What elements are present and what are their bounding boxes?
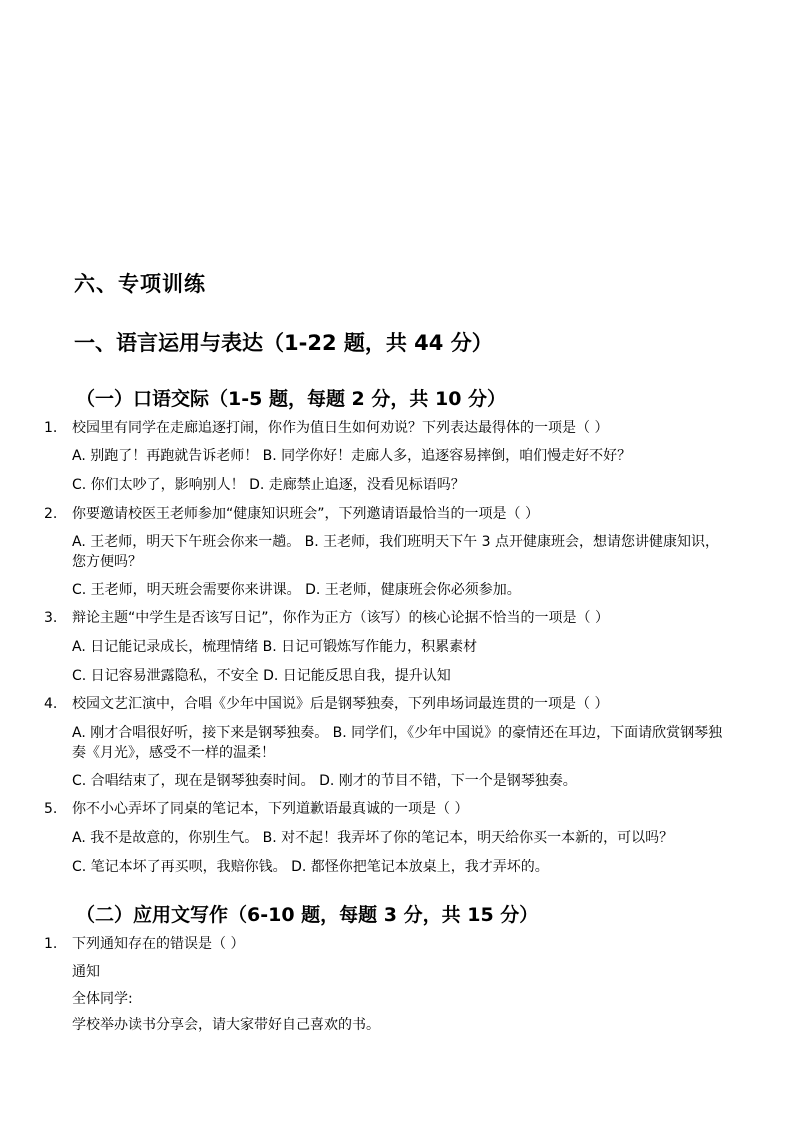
question-4: [44, 694, 744, 714]
question-2-options-ab: A. 王老师，明天下午班会你来一趟。 B. 王老师，我们班明天下午 3 点开健康班会，想请您讲健康知识，您方便吗？: [72, 534, 719, 570]
part-title: 一、语言运用与表达（1-22 题，共 44 分）: [74, 331, 493, 355]
question-5-options-cd: C. 笔记本坏了再买呗，我赔你钱。 D. 都怪你把笔记本放桌上，我才弄坏的。: [72, 859, 549, 875]
question-number: 3.: [44, 610, 58, 626]
question-5-options-ab: A. 我不是故意的，你别生气。 B. 对不起！我弄坏了你的笔记本，明天给你买一本新的，可以吗？: [72, 830, 674, 846]
question-stem: 校园文艺汇演中，合唱《少年中国说》后是钢琴独奏，下列串场词最连贯的一项是（ ）: [72, 696, 609, 712]
subsection-title-oral: （一）口语交际（1-5 题，每题 2 分，共 10 分）: [76, 388, 507, 410]
question-stem: 辩论主题“中学生是否该写日记”，你作为正方（该写）的核心论据不恰当的一项是（ ）: [72, 610, 609, 626]
question-number: 4.: [44, 696, 58, 712]
question-5: [44, 799, 744, 819]
question-stem: 你不小心弄坏了同桌的笔记本，下列道歉语最真诚的一项是（ ）: [72, 801, 469, 817]
question-1: [44, 418, 744, 438]
question-stem: 你要邀请校医王老师参加“健康知识班会”，下列邀请语最恰当的一项是（ ）: [72, 506, 539, 522]
question-number: 5.: [44, 801, 58, 817]
question-6: [44, 934, 744, 954]
question-number: 2.: [44, 506, 58, 522]
question-3: [44, 608, 744, 628]
question-1-options-cd: C. 你们太吵了，影响别人！ D. 走廊禁止追逐，没看见标语吗？: [72, 477, 465, 493]
question-2-options-cd: C. 王老师，明天班会需要你来讲课。 D. 王老师，健康班会你必须参加。: [72, 582, 521, 598]
question-number: 1.: [44, 420, 58, 436]
question-number: 1.: [44, 936, 58, 952]
question-3-options-ab: A. 日记能记录成长，梳理情绪 B. 日记可锻炼写作能力，积累素材: [72, 639, 478, 655]
subsection-title-writing: （二）应用文写作（6-10 题，每题 3 分，共 15 分）: [76, 904, 539, 926]
question-2: [44, 504, 744, 524]
notice-salutation: 全体同学:: [72, 991, 133, 1007]
question-1-options-ab: A. 别跑了！再跑就告诉老师！ B. 同学你好！走廊人多，追逐容易摔倒，咱们慢走好不好？: [72, 448, 632, 464]
question-stem: 下列通知存在的错误是（ ）: [72, 936, 245, 952]
notice-body: 学校举办读书分享会，请大家带好自己喜欢的书。: [72, 1017, 380, 1033]
section-title: 六、专项训练: [74, 272, 206, 296]
notice-title: 通知: [72, 964, 100, 980]
question-stem: 校园里有同学在走廊追逐打闹，你作为值日生如何劝说？下列表达最得体的一项是（ ）: [72, 420, 609, 436]
question-4-options-ab: A. 刚才合唱很好听，接下来是钢琴独奏。 B. 同学们，《少年中国说》的豪情还在耳边，下面请欣赏钢琴独奏《月光》，感受不一样的温柔！: [72, 725, 723, 761]
question-3-options-cd: C. 日记容易泄露隐私，不安全 D. 日记能反思自我，提升认知: [72, 668, 451, 684]
question-4-options-cd: C. 合唱结束了，现在是钢琴独奏时间。 D. 刚才的节目不错，下一个是钢琴独奏。: [72, 773, 577, 789]
